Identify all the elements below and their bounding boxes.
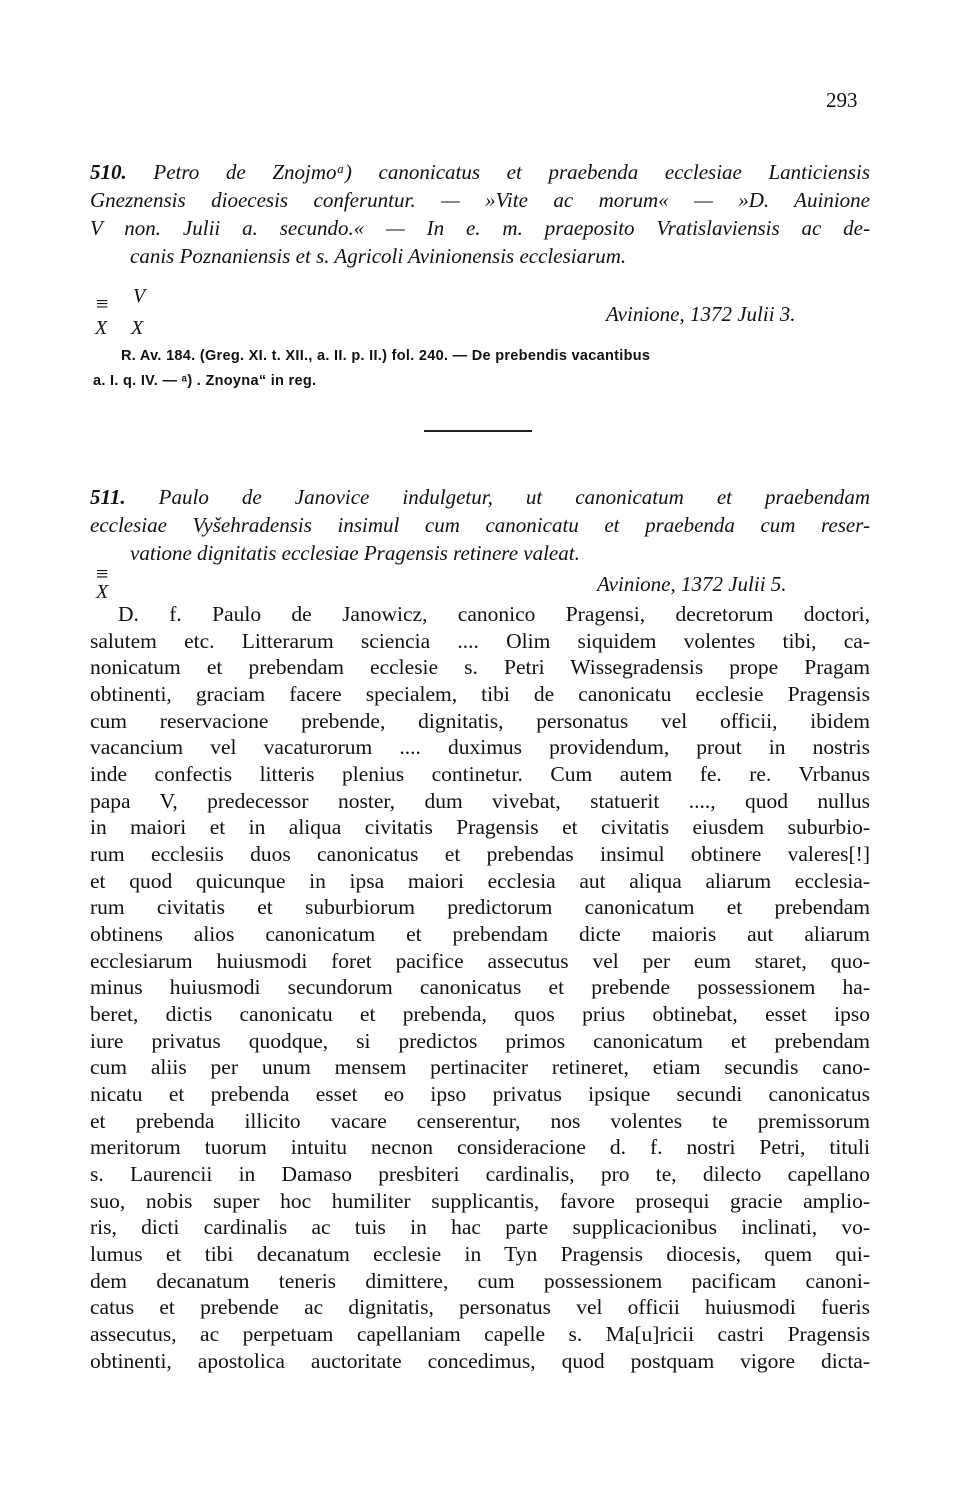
- body-line-23: suo, nobis super hoc humiliter supplicantis, favore prosequi gracie amplio-: [90, 1189, 870, 1213]
- body-line-6: vacancium vel vacaturorum .... duximus providendum, prout in nostris: [90, 735, 870, 759]
- entry-510-line-2: Gneznensis dioecesis conferuntur. — »Vite ac morum« — »D. Auinione: [90, 188, 870, 212]
- entry-511-mark-bars: ≡: [96, 561, 109, 586]
- body-line-25: lumus et tibi decanatum ecclesie in Tyn Pragensis diocesis, quem qui-: [90, 1242, 870, 1266]
- entry-510-mark-top-right: V: [133, 285, 146, 307]
- body-line-22: s. Laurencii in Damaso presbiteri cardinalis, pro te, dilecto capellano: [90, 1162, 870, 1186]
- entry-510-line-1: 510. Petro de Znojmoᵃ) canonicatus et praebenda ecclesiae Lanticiensis: [90, 160, 870, 184]
- body-line-26: dem decanatum teneris dimittere, cum possessionem pacificam canoni-: [90, 1269, 870, 1293]
- entry-510-mark-bottom-left: X: [95, 317, 108, 339]
- body-line-11: et quod quicunque in ipsa maiori ecclesia aut aliqua aliarum ecclesia-: [90, 869, 870, 893]
- body-line-28: assecutus, ac perpetuam capellaniam capelle s. Ma[u]ricii castri Pragensis: [90, 1322, 870, 1346]
- page-number: 293: [826, 88, 858, 112]
- body-line-3: nonicatum et prebendam ecclesie s. Petri Wissegradensis prope Pragam: [90, 655, 870, 679]
- entry-510-line-3: V non. Julii a. secundo.« — In e. m. praeposito Vratislaviensis ac de-: [90, 216, 870, 240]
- body-line-8: papa V, predecessor noster, dum vivebat, statuerit ...., quod nullus: [90, 789, 870, 813]
- entry-511-mark-bottom: X: [96, 581, 109, 603]
- entry-510-line-4: canis Poznaniensis et s. Agricoli Avinionensis ecclesiarum.: [130, 244, 627, 268]
- body-line-18: cum aliis per unum mensem pertinaciter retineret, etiam secundis cano-: [90, 1055, 870, 1079]
- entry-511-line-1: 511. Paulo de Janovice indulgetur, ut canonicatum et praebendam: [90, 485, 871, 509]
- body-line-29: obtinenti, apostolica auctoritate concedimus, quod postquam vigore dicta-: [90, 1349, 870, 1373]
- body-line-2: salutem etc. Litterarum sciencia .... Olim siquidem volentes tibi, ca-: [90, 629, 870, 653]
- entry-510-number: 510.: [90, 160, 127, 184]
- body-line-13: obtinens alios canonicatum et prebendam dicte maioris aut aliarum: [90, 922, 870, 946]
- body-line-15: minus huiusmodi secundorum canonicatus et prebende possessionem ha-: [90, 975, 870, 999]
- body-line-12: rum civitatis et suburbiorum predictorum canonicatum et prebendam: [90, 895, 870, 919]
- body-line-5: cum reservacione prebende, dignitatis, personatus vel officii, ibidem: [90, 709, 870, 733]
- body-line-9: in maiori et in aliqua civitatis Pragensis et civitatis eiusdem suburbio-: [90, 815, 870, 839]
- body-line-19: nicatu et prebenda esset eo ipso privatus ipsique secundi canonicatus: [90, 1082, 870, 1106]
- entry-510-source-line-1: R. Av. 184. (Greg. XI. t. XII., a. II. p. II.) fol. 240. — De prebendis vacantibus: [121, 348, 651, 364]
- body-line-7: inde confectis litteris plenius continetur. Cum autem fe. re. Vrbanus: [90, 762, 870, 786]
- entry-511-place-date: Avinione, 1372 Julii 5.: [597, 572, 787, 596]
- entry-510-mark-bottom-right: X: [131, 317, 144, 339]
- body-line-10: rum ecclesiis duos canonicatus et prebendas insimul obtinere valeres[!]: [90, 842, 870, 866]
- entry-511-line-3: vatione dignitatis ecclesiae Pragensis retinere valeat.: [130, 541, 580, 565]
- entry-511-line-2: ecclesiae Vyšehradensis insimul cum canonicatu et praebenda cum reser-: [90, 513, 870, 537]
- body-line-20: et prebenda illicito vacare censerentur, nos volentes te premissorum: [90, 1109, 870, 1133]
- body-line-1: D. f. Paulo de Janowicz, canonico Pragensi, decretorum doctori,: [118, 602, 870, 626]
- body-line-24: ris, dicti cardinalis ac tuis in hac parte supplicacionibus inclinati, vo-: [90, 1215, 870, 1239]
- body-line-27: catus et prebende ac dignitatis, personatus vel officii huiusmodi fueris: [90, 1295, 870, 1319]
- entry-510-place-date: Avinione, 1372 Julii 3.: [606, 302, 796, 326]
- section-divider: [424, 430, 532, 432]
- entry-511-number: 511.: [90, 485, 126, 509]
- body-line-21: meritorum tuorum intuitu necnon consideracione d. f. nostri Petri, tituli: [90, 1135, 870, 1159]
- entry-510-mark-bars: ≡: [96, 291, 109, 316]
- body-line-17: iure privatus quodque, si predictos primos canonicatum et prebendam: [90, 1029, 870, 1053]
- entry-510-source-line-2: a. I. q. IV. — ᵃ) . Znoyna“ in reg.: [93, 373, 317, 389]
- body-line-16: beret, dictis canonicatu et prebenda, quos prius obtinebat, esset ipso: [90, 1002, 870, 1026]
- body-line-4: obtinenti, graciam facere specialem, tibi de canonicatu ecclesie Pragensis: [90, 682, 870, 706]
- body-line-14: ecclesiarum huiusmodi foret pacifice assecutus vel per eum staret, quo-: [90, 949, 870, 973]
